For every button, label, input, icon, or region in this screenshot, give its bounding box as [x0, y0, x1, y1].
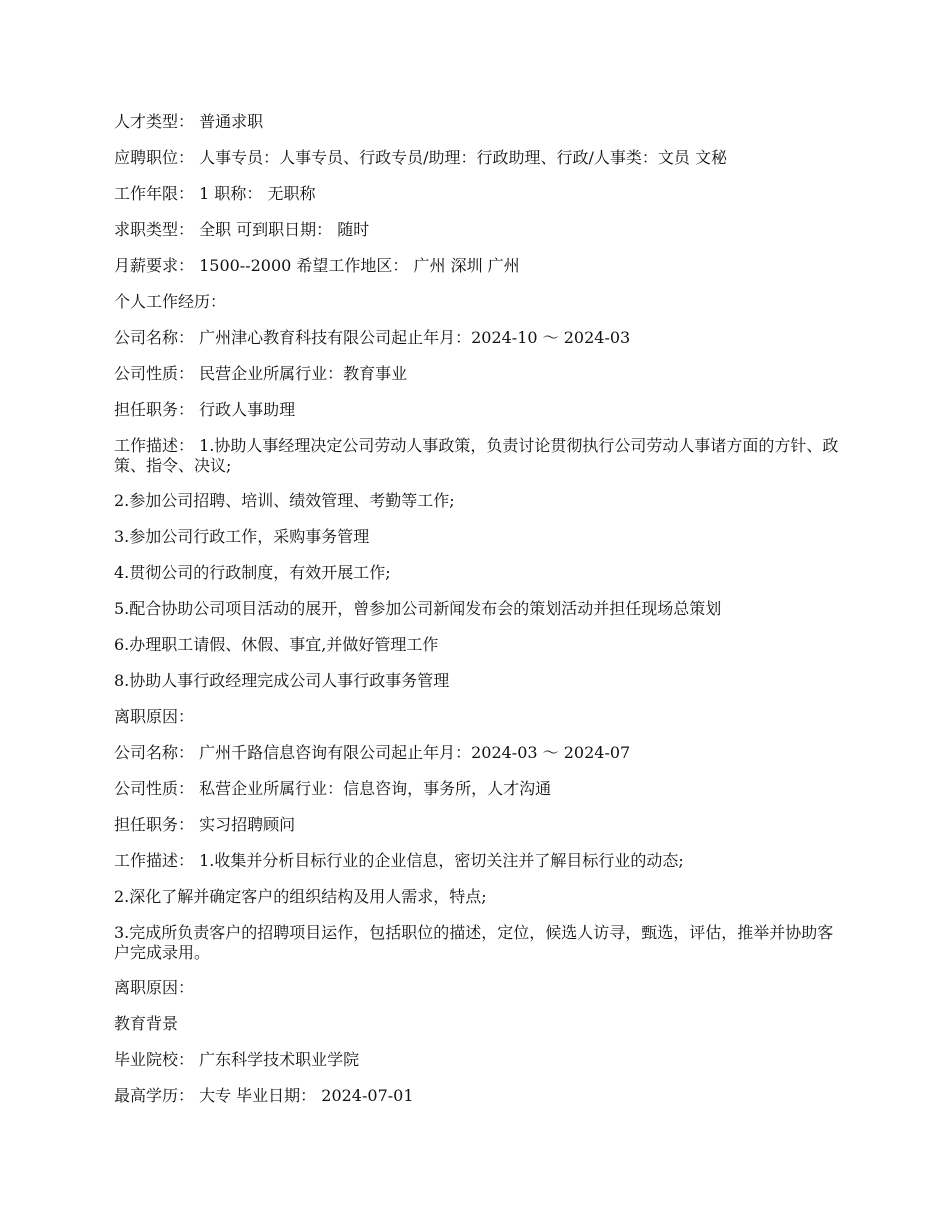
company-name-line-1: 公司名称： 广州津心教育科技有限公司起止年月：2024-10 ～ 2024-03	[114, 328, 631, 347]
company-nature-line-2: 公司性质： 私营企业所属行业：信息咨询，事务所，人才沟通	[114, 779, 552, 798]
duty-item-2-second-job: 2.深化了解并确定客户的组织结构及用人需求，特点;	[114, 887, 487, 906]
job-description-line-2: 工作描述： 1.收集并分析目标行业的企业信息，密切关注并了解目标行业的动态;	[114, 851, 684, 870]
salary-line: 月薪要求： 1500--2000 希望工作地区： 广州 深圳 广州	[114, 256, 520, 275]
duty-item-8: 8.协助人事行政经理完成公司人事行政事务管理	[114, 671, 450, 690]
duty-item-3-second-job: 3.完成所负责客户的招聘项目运作，包括职位的描述，定位，候选人访寻，甄选，评估，推举并协助客户完成录用。	[114, 923, 834, 962]
leave-reason-line-2: 离职原因：	[114, 978, 195, 997]
job-title-line-2: 担任职务： 实习招聘顾问	[114, 815, 296, 834]
work-years-line: 工作年限： 1 职称： 无职称	[114, 184, 316, 203]
company-name-line-2: 公司名称： 广州千路信息咨询有限公司起止年月：2024-03 ～ 2024-07	[114, 743, 631, 762]
applied-position-line: 应聘职位： 人事专员：人事专员、行政专员/助理：行政助理、行政/人事类：文员 文秘	[114, 148, 727, 167]
duty-item-4: 4.贯彻公司的行政制度，有效开展工作;	[114, 563, 391, 582]
job-type-line: 求职类型： 全职 可到职日期： 随时	[114, 220, 370, 239]
work-experience-heading: 个人工作经历：	[114, 292, 227, 311]
highest-degree-line: 最高学历： 大专 毕业日期： 2024-07-01	[114, 1086, 414, 1105]
resume-body	[114, 112, 844, 1122]
job-title-line-1: 担任职务： 行政人事助理	[114, 400, 296, 419]
duty-item-5: 5.配合协助公司项目活动的展开，曾参加公司新闻发布会的策划活动并担任现场总策划	[114, 599, 722, 618]
duty-item-6: 6.办理职工请假、休假、事宜,并做好管理工作	[114, 635, 439, 654]
talent-type-line: 人才类型： 普通求职	[114, 112, 264, 131]
education-heading: 教育背景	[114, 1014, 179, 1033]
job-description-line-1: 工作描述： 1.协助人事经理决定公司劳动人事政策，负责讨论贯彻执行公司劳动人事诸方面的方针、政策、指令、决议;	[114, 436, 839, 475]
company-nature-line-1: 公司性质： 民营企业所属行业：教育事业	[114, 364, 408, 383]
graduate-school-line: 毕业院校： 广东科学技术职业学院	[114, 1050, 360, 1069]
duty-item-3: 3.参加公司行政工作，采购事务管理	[114, 527, 370, 546]
leave-reason-line-1: 离职原因：	[114, 707, 195, 726]
duty-item-2: 2.参加公司招聘、培训、绩效管理、考勤等工作;	[114, 491, 455, 510]
